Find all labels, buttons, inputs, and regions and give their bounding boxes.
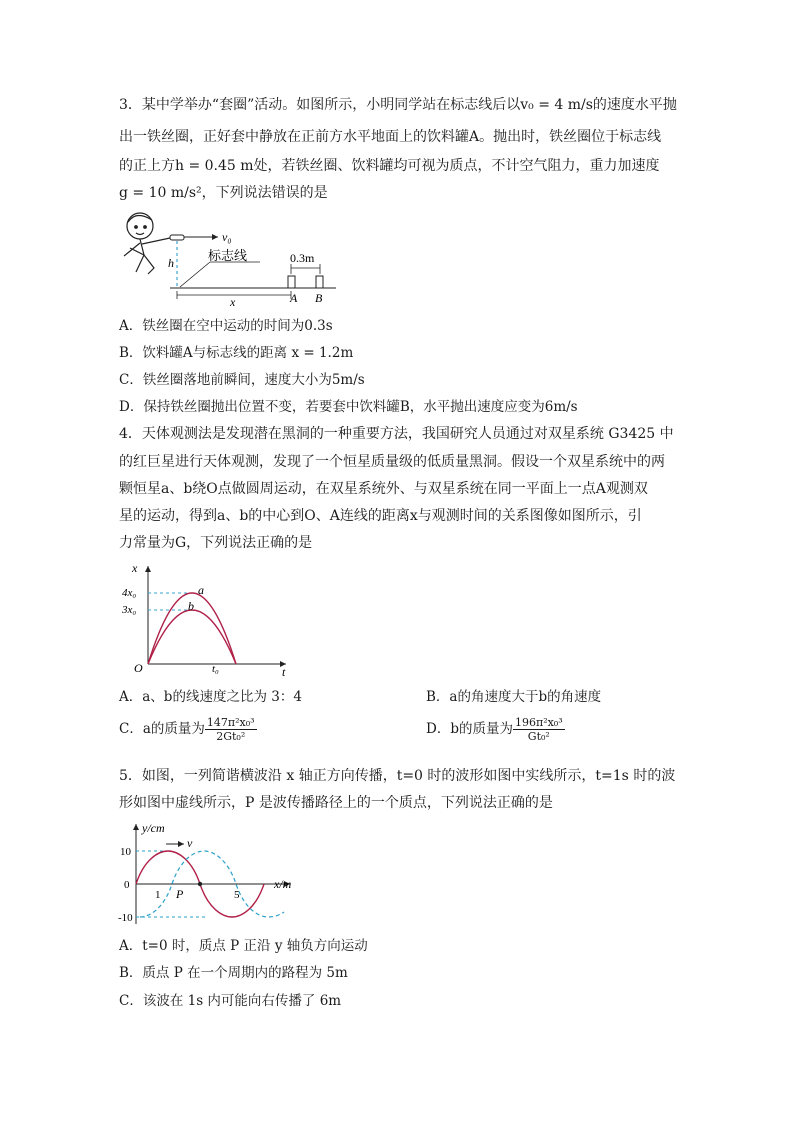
curve-a-label: a	[198, 583, 204, 597]
p-label: P	[176, 887, 184, 901]
x-axis-label: x	[132, 561, 138, 575]
q4-option-d-denominator: Gt₀²	[527, 730, 550, 743]
q4-line-3: 颗恒星a、b绕O点做圆周运动，在双星系统外、与双星系统在同一平面上一点A观测双	[119, 481, 648, 497]
q5-graph	[118, 818, 304, 928]
a-label: A	[290, 291, 298, 305]
q3-line-1: 3．某中学举办“套圈”活动。如图所示，小明同学站在标志线后以v₀ = 4 m/s的速度水平抛	[119, 97, 677, 113]
q5-option-a: A．t=0 时，质点 P 正沿 y 轴负方向运动	[119, 938, 368, 954]
tick-5: 5	[234, 889, 240, 901]
q4-line-2: 的红巨星进行天体观测，发现了一个恒星质量级的低质量黑洞。假设一个双星系统中的两	[119, 454, 665, 470]
tick-10: 10	[120, 846, 131, 858]
ring-icon	[170, 235, 184, 240]
q3-option-a: A．铁丝圈在空中运动的时间为0.3s	[119, 318, 333, 334]
q4-option-c	[119, 716, 257, 743]
q3-line-4: g = 10 m/s²，下列说法错误的是	[119, 185, 328, 201]
q4-option-a: A．a、b的线速度之比为 3：4	[119, 689, 302, 705]
q4-graph	[118, 560, 298, 678]
can-a	[288, 276, 295, 288]
q4-option-d-prefix: D．b的质量为	[426, 721, 513, 737]
y-axis-label: y/cm	[142, 821, 165, 835]
q4-option-d-fraction	[513, 716, 565, 743]
q4-option-d-numerator: 196π²x₀³	[514, 716, 563, 729]
q5-line-2: 形如图中虚线所示，P 是波传播路径上的一个质点，下列说法正确的是	[119, 795, 553, 811]
q5-option-b: B．质点 P 在一个周期内的路程为 5m	[119, 965, 348, 981]
q3-figure	[118, 210, 348, 310]
tick-t0: t₀	[212, 663, 219, 675]
q4-option-c-fraction	[205, 716, 257, 743]
tick-minus-10: -10	[118, 912, 133, 924]
q4-option-d	[426, 716, 565, 743]
q3-line-2: 出一铁丝圈，正好套中静放在正前方水平地面上的饮料罐A。抛出时，铁丝圈位于标志线	[119, 129, 662, 145]
curve-b-label: b	[188, 599, 194, 613]
tick-0: 0	[124, 879, 130, 891]
q3-option-d: D．保持铁丝圈抛出位置不变，若要套中饮料罐B，水平抛出速度应变为6m/s	[119, 399, 578, 415]
b-label: B	[315, 291, 323, 305]
q5-line-1: 5．如图，一列简谐横波沿 x 轴正方向传播，t=0 时的波形如图中实线所示，t=1s 时的波	[119, 768, 676, 784]
q4-line-1: 4．天体观测法是发现潜在黑洞的一种重要方法，我国研究人员通过对双星系统 G3425 中	[119, 426, 674, 442]
child-figure-icon	[124, 213, 170, 274]
v-label: v	[187, 836, 193, 850]
q5-option-c: C．该波在 1s 内可能向右传播了 6m	[119, 993, 342, 1009]
q4-option-c-prefix: C．a的质量为	[119, 721, 205, 737]
t-axis-label: t	[282, 665, 286, 678]
gap-label: 0.3m	[290, 251, 315, 265]
curve-b	[148, 610, 236, 664]
q4-option-c-denominator: 2Gt₀²	[216, 730, 246, 743]
tick-1: 1	[155, 889, 161, 901]
q3-option-c: C．铁丝圈落地前瞬间，速度大小为5m/s	[119, 372, 365, 388]
q4-option-c-numerator: 147π²x₀³	[206, 716, 255, 729]
tick-4x0: 4x₀	[122, 587, 137, 599]
x-label: x	[230, 295, 236, 309]
x-axis-label: x/m	[274, 877, 292, 891]
v0-label: v₀	[222, 230, 232, 244]
q4-line-5: 力常量为G，下列说法正确的是	[119, 535, 313, 551]
point-p	[198, 882, 202, 886]
h-label: h	[168, 256, 174, 270]
q4-option-b: B．a的角速度大于b的角速度	[426, 689, 602, 705]
q3-line-3: 的正上方h = 0.45 m处，若铁丝圈、饮料罐均可视为质点，不计空气阻力，重力加速度	[119, 158, 660, 174]
q4-line-4: 星的运动，得到a、b的中心到O、A连线的距离x与观测时间的关系图像如图所示，引	[119, 508, 642, 524]
marker-line-label: 标志线	[208, 248, 248, 263]
q3-option-b: B．饮料罐A与标志线的距离 x = 1.2m	[119, 345, 354, 361]
tick-3x0: 3x₀	[122, 604, 137, 616]
can-b	[316, 276, 323, 288]
origin-label: O	[134, 661, 143, 675]
